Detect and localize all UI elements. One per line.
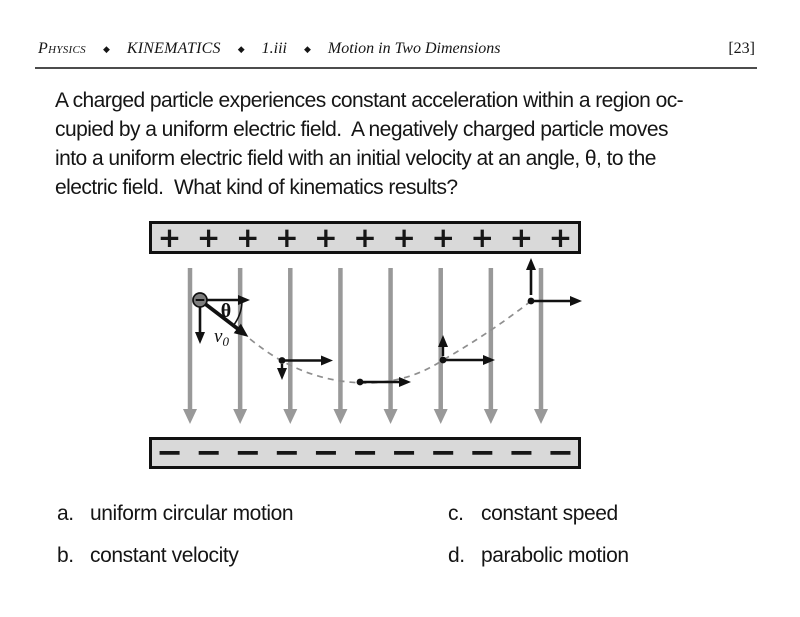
page-header [38,40,755,62]
charge-symbol: − [312,433,340,471]
charge-symbol: − [195,433,223,471]
charged-particle-initial [193,293,242,349]
question-line: cupied by a uniform electric field. A negatively charged particle moves [55,118,668,141]
header-section-title: Motion in Two Dimensions [327,40,501,57]
velocity-components-exit [528,269,571,304]
v0-label: $v_0$ [214,326,229,349]
negative-plate [151,433,580,471]
charge-symbol: + [392,221,416,254]
electric-field-diagram [0,210,800,480]
theta-label: θ [220,300,232,322]
diamond-separator-icon: ◆ [303,45,311,55]
answer-options [57,502,629,570]
velocity-components-descending [279,357,322,369]
question-line: into a uniform electric field with an initial velocity at an angle, θ, to the [55,147,656,170]
option-text: constant velocity [90,544,239,567]
charge-symbol: − [507,433,535,471]
diamond-separator-icon: ◆ [237,45,245,55]
option-text: constant speed [481,502,618,525]
charge-symbol: + [548,221,573,254]
question-line: A charged particle experiences constant acceleration within a region oc- [55,89,684,112]
charge-symbol: − [156,433,183,471]
diamond-separator-icon: ◆ [102,45,110,55]
charge-symbol: + [275,221,299,254]
option-text: parabolic motion [481,544,629,567]
header-topic: KINEMATICS [126,40,221,57]
header-rule [35,67,757,69]
charge-symbol: − [547,433,574,471]
option-letter: b. [57,544,74,567]
charge-symbol: + [353,221,377,254]
charge-symbol: − [429,433,457,471]
velocity-components-ascending [440,346,484,363]
question-line: electric field. What kind of kinematics results? [55,176,458,199]
option-letter: d. [448,544,465,567]
option-a [57,502,448,528]
charge-symbol: − [390,433,418,471]
positive-plate [151,221,580,254]
option-text: uniform circular motion [90,502,294,525]
page-number: [23] [728,40,755,57]
charge-symbol: − [234,433,262,471]
option-d [448,544,629,570]
header-subject: Physics [38,40,86,57]
option-letter: c. [448,502,464,525]
plus-charge-symbols [158,221,572,254]
charge-symbol: − [468,433,496,471]
charge-symbol: − [351,433,379,471]
option-letter: a. [57,502,74,525]
charge-symbol: + [196,221,221,254]
field-diagram-svg [0,210,800,480]
charge-symbol: + [431,221,455,254]
question-text [55,86,683,202]
option-c [448,502,629,528]
header-section-number: 1.iii [261,40,287,57]
electric-field-lines [190,268,541,410]
option-b [57,544,448,570]
charge-symbol: + [157,221,182,254]
minus-charge-symbols [156,433,574,471]
charge-symbol: + [314,221,338,254]
charge-symbol: + [509,221,534,254]
charge-symbol: + [470,221,495,254]
charge-symbol: − [273,433,301,471]
charge-symbol: + [235,221,260,254]
